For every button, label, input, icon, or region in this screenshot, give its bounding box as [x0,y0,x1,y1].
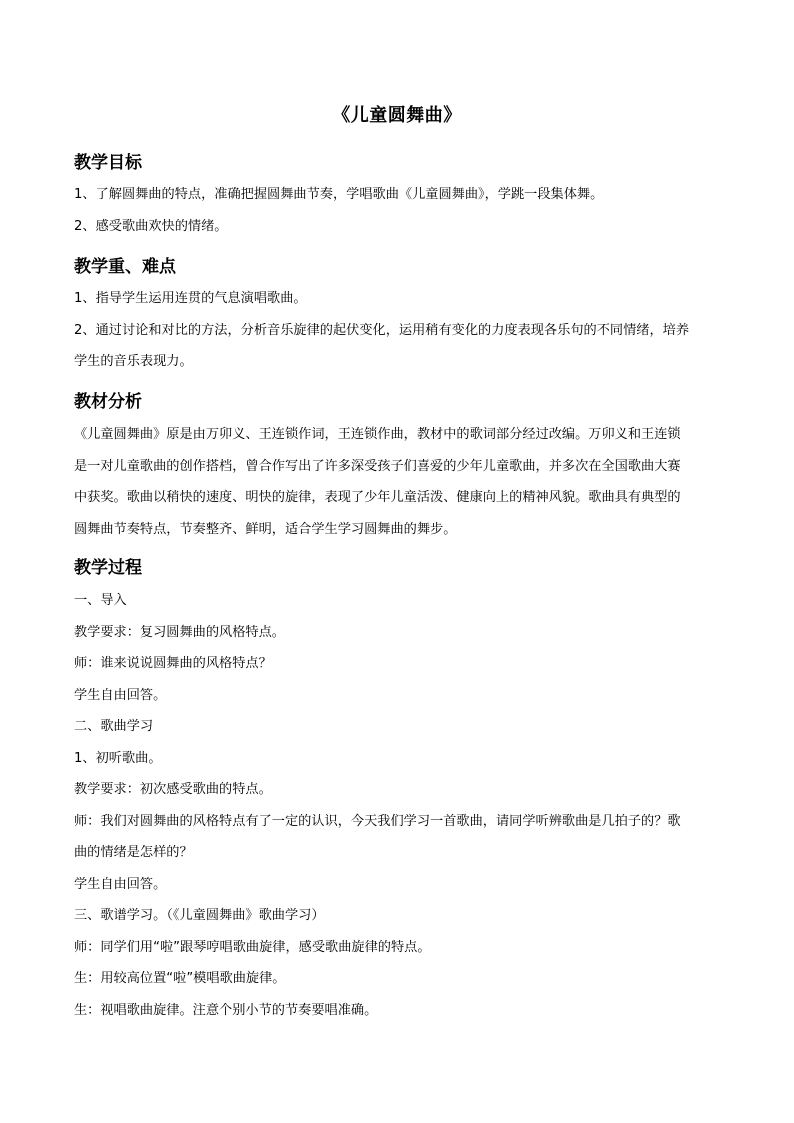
text-line: 中获奖。歌曲以稍快的速度、明快的旋律，表现了少年儿童活泼、健康向上的精神风貌。歌曲具有典型的 [74,490,681,505]
text-line: 学生自由回答。 [74,876,167,892]
heading-key-points: 教学重、难点 [74,257,176,277]
paragraph-teaching-process [74,585,724,1026]
heading-teaching-goals: 教学目标 [74,153,142,173]
text-line: 是一对儿童歌曲的创作搭档，曾合作写出了许多深受孩子们喜爱的少年儿童歌曲，并多次在全国歌曲大赛 [74,458,681,474]
text-line: 学生的音乐表现力。 [74,354,193,369]
text-line: 《儿童圆舞曲》原是由万卯义、王连锁作词，王连锁作曲，教材中的歌词部分经过改编。万卯义和王连锁 [74,427,681,442]
text-line: 三、歌谱学习。（《儿童圆舞曲》歌曲学习） [74,908,325,923]
text-line: 师：我们对圆舞曲的风格特点有了一定的认识，今天我们学习一首歌曲，请同学听辨歌曲是几拍子的？歌 [74,813,681,829]
text-line: 2、通过讨论和对比的方法，分析音乐旋律的起伏变化，运用稍有变化的力度表现各乐句的不同情绪，培养 [74,322,690,338]
text-line: 一、导入 [74,593,127,608]
text-line: 曲的情绪是怎样的？ [74,845,193,860]
text-line: 1、指导学生运用连贯的气息演唱歌曲。 [74,291,307,306]
text-line: 二、歌曲学习 [74,719,154,734]
text-line: 圆舞曲节奏特点，节奏整齐、鲜明，适合学生学习圆舞曲的舞步。 [74,521,457,537]
paragraph-key-points [74,283,724,378]
heading-teaching-process: 教学过程 [74,558,142,578]
text-line: 师：谁来说说圆舞曲的风格特点？ [74,656,272,671]
text-line: 生：用较高位置“啦”模唱歌曲旋律。 [74,971,286,986]
paragraph-material-analysis [74,419,724,545]
text-line: 1、了解圆舞曲的特点，准确把握圆舞曲节奏，学唱歌曲《儿童圆舞曲》，学跳一段集体舞。 [74,187,604,202]
text-line: 1、初听歌曲。 [74,750,162,766]
text-line: 学生自由回答。 [74,687,167,703]
text-line: 师：同学们用“啦”跟琴哼唱歌曲旋律，感受歌曲旋律的特点。 [74,939,431,955]
text-line: 2、感受歌曲欢快的情绪。 [74,218,228,234]
text-line: 教学要求：初次感受歌曲的特点。 [74,782,272,797]
heading-material-analysis: 教材分析 [74,392,142,412]
paragraph-teaching-goals [74,179,724,242]
text-line: 教学要求：复习圆舞曲的风格特点。 [74,624,285,640]
text-line: 生：视唱歌曲旋律。注意个别小节的节奏要唱准确。 [74,1002,378,1018]
document-title: 《儿童圆舞曲》 [332,105,462,126]
